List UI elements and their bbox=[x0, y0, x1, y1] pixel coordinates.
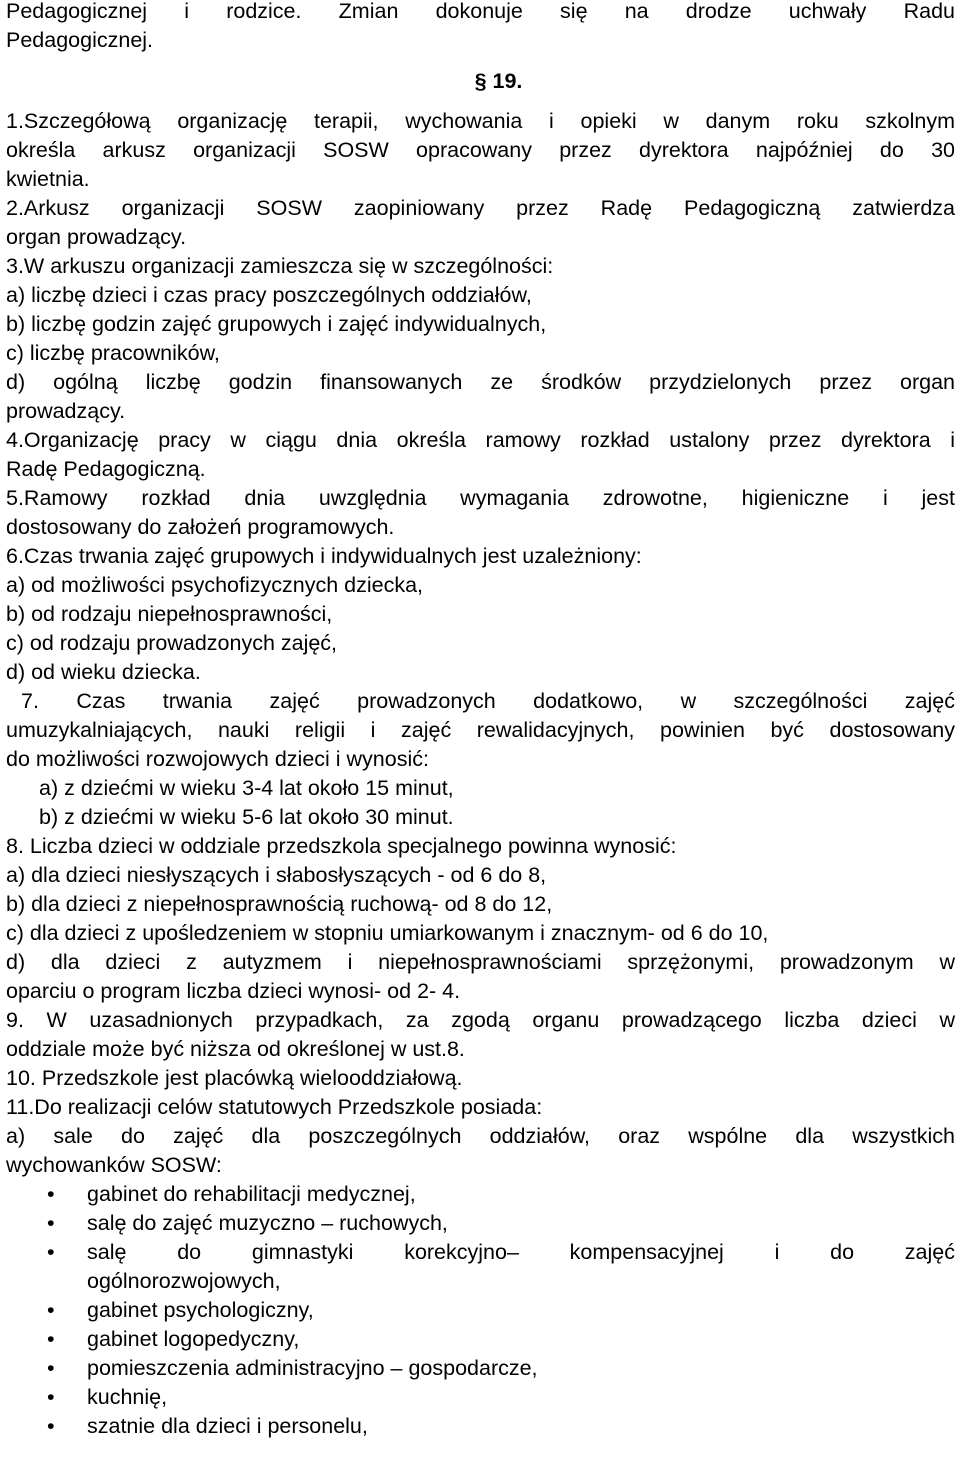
text-line: b) dla dzieci z niepełnosprawnością ruchową- od 8 do 12, bbox=[6, 892, 553, 916]
text-line: 5.Ramowy rozkład dnia uwzględnia wymagania zdrowotne, higieniczne i jest bbox=[6, 486, 955, 510]
text-line: 1.Szczegółową organizację terapii, wychowania i opieki w danym roku szkolnym bbox=[6, 109, 955, 133]
text-line: a) dla dzieci niesłyszących i słabosłyszących - od 6 do 8, bbox=[6, 863, 547, 887]
text-line: a) z dziećmi w wieku 3-4 lat około 15 minut, bbox=[39, 776, 454, 800]
text-line: umuzykalniających, nauki religii i zajęć rewalidacyjnych, powinien być dostosowany bbox=[6, 718, 955, 742]
bullet-icon: • bbox=[47, 1298, 55, 1322]
bullet-text: salę do gimnastyki korekcyjno– kompensacyjnej i do zajęć bbox=[87, 1240, 955, 1264]
text-line: a) liczbę dzieci i czas pracy poszczególnych oddziałów, bbox=[6, 283, 532, 307]
text-line: 11.Do realizacji celów statutowych Przedszkole posiada: bbox=[6, 1095, 543, 1119]
bullet-icon: • bbox=[47, 1182, 55, 1206]
bullet-icon: • bbox=[47, 1211, 55, 1235]
bullet-icon: • bbox=[47, 1356, 55, 1380]
bullet-text: gabinet psychologiczny, bbox=[87, 1298, 314, 1322]
text-line: b) od rodzaju niepełnosprawności, bbox=[6, 602, 333, 626]
text-line: Pedagogicznej i rodzice. Zmian dokonuje się na drodze uchwały Radu bbox=[6, 0, 955, 23]
text-line: Radę Pedagogiczną. bbox=[6, 457, 206, 481]
text-line: d) od wieku dziecka. bbox=[6, 660, 201, 684]
text-line: 2.Arkusz organizacji SOSW zaopiniowany przez Radę Pedagogiczną zatwierdza bbox=[6, 196, 955, 220]
text-line: d) dla dzieci z autyzmem i niepełnosprawnościami sprzężonymi, prowadzonym w bbox=[6, 950, 955, 974]
bullet-icon: • bbox=[47, 1414, 55, 1438]
bullet-item bbox=[6, 1180, 955, 1209]
text-line: 10. Przedszkole jest placówką wielooddziałową. bbox=[6, 1066, 463, 1090]
bullet-text: pomieszczenia administracyjno – gospodarcze, bbox=[87, 1356, 538, 1380]
bullet-text: gabinet logopedyczny, bbox=[87, 1327, 300, 1351]
section-heading: § 19. bbox=[474, 69, 523, 93]
bullet-item bbox=[6, 1209, 955, 1238]
bullet-item bbox=[6, 1383, 955, 1412]
document-page bbox=[6, 0, 955, 1441]
text-line: b) z dziećmi w wieku 5-6 lat około 30 minut. bbox=[39, 805, 454, 829]
text-line: 9. W uzasadnionych przypadkach, za zgodą organu prowadzącego liczba dzieci w bbox=[6, 1008, 955, 1032]
text-line: a) sale do zajęć dla poszczególnych oddziałów, oraz wspólne dla wszystkich bbox=[6, 1124, 955, 1148]
bullet-item bbox=[6, 1325, 955, 1354]
bullet-text: salę do zajęć muzyczno – ruchowych, bbox=[87, 1211, 448, 1235]
text-line: oddziale może być niższa od określonej w ust.8. bbox=[6, 1037, 465, 1061]
text-line: organ prowadzący. bbox=[6, 225, 187, 249]
text-line: d) ogólną liczbę godzin finansowanych ze środków przydzielonych przez organ bbox=[6, 370, 955, 394]
text-line: wychowanków SOSW: bbox=[6, 1153, 222, 1177]
text-line: c) od rodzaju prowadzonych zajęć, bbox=[6, 631, 338, 655]
bullet-text: kuchnię, bbox=[87, 1385, 168, 1409]
text-line: określa arkusz organizacji SOSW opracowany przez dyrektora najpóźniej do 30 bbox=[6, 138, 955, 162]
text-line: prowadzący. bbox=[6, 399, 126, 423]
bullet-item bbox=[6, 1296, 955, 1325]
text-line: 6.Czas trwania zajęć grupowych i indywidualnych jest uzależniony: bbox=[6, 544, 642, 568]
text-line: do możliwości rozwojowych dzieci i wynosić: bbox=[6, 747, 429, 771]
bullet-item-continuation: ogólnorozwojowych, bbox=[87, 1269, 281, 1293]
bullet-icon: • bbox=[47, 1327, 55, 1351]
bullet-text: szatnie dla dzieci i personelu, bbox=[87, 1414, 368, 1438]
bullet-icon: • bbox=[47, 1385, 55, 1409]
text-line: a) od możliwości psychofizycznych dziecka, bbox=[6, 573, 424, 597]
bullet-text: gabinet do rehabilitacji medycznej, bbox=[87, 1182, 416, 1206]
text-line: oparciu o program liczba dzieci wynosi- od 2- 4. bbox=[6, 979, 461, 1003]
text-line: dostosowany do założeń programowych. bbox=[6, 515, 395, 539]
text-line: c) liczbę pracowników, bbox=[6, 341, 220, 365]
bullet-item bbox=[6, 1354, 955, 1383]
text-line: Pedagogicznej. bbox=[6, 28, 154, 52]
text-line: 8. Liczba dzieci w oddziale przedszkola specjalnego powinna wynosić: bbox=[6, 834, 677, 858]
bullet-icon: • bbox=[47, 1240, 55, 1264]
text-line: c) dla dzieci z upośledzeniem w stopniu umiarkowanym i znacznym- od 6 do 10, bbox=[6, 921, 769, 945]
bullet-item bbox=[6, 1412, 955, 1441]
bullet-list bbox=[6, 1180, 955, 1441]
text-line: kwietnia. bbox=[6, 167, 90, 191]
text-line: 3.W arkuszu organizacji zamieszcza się w szczególności: bbox=[6, 254, 554, 278]
text-line: 4.Organizację pracy w ciągu dnia określa ramowy rozkład ustalony przez dyrektora i bbox=[6, 428, 955, 452]
bullet-item bbox=[6, 1238, 955, 1267]
text-line: 7. Czas trwania zajęć prowadzonych dodatkowo, w szczególności zajęć bbox=[21, 689, 955, 713]
text-line: b) liczbę godzin zajęć grupowych i zajęć indywidualnych, bbox=[6, 312, 547, 336]
